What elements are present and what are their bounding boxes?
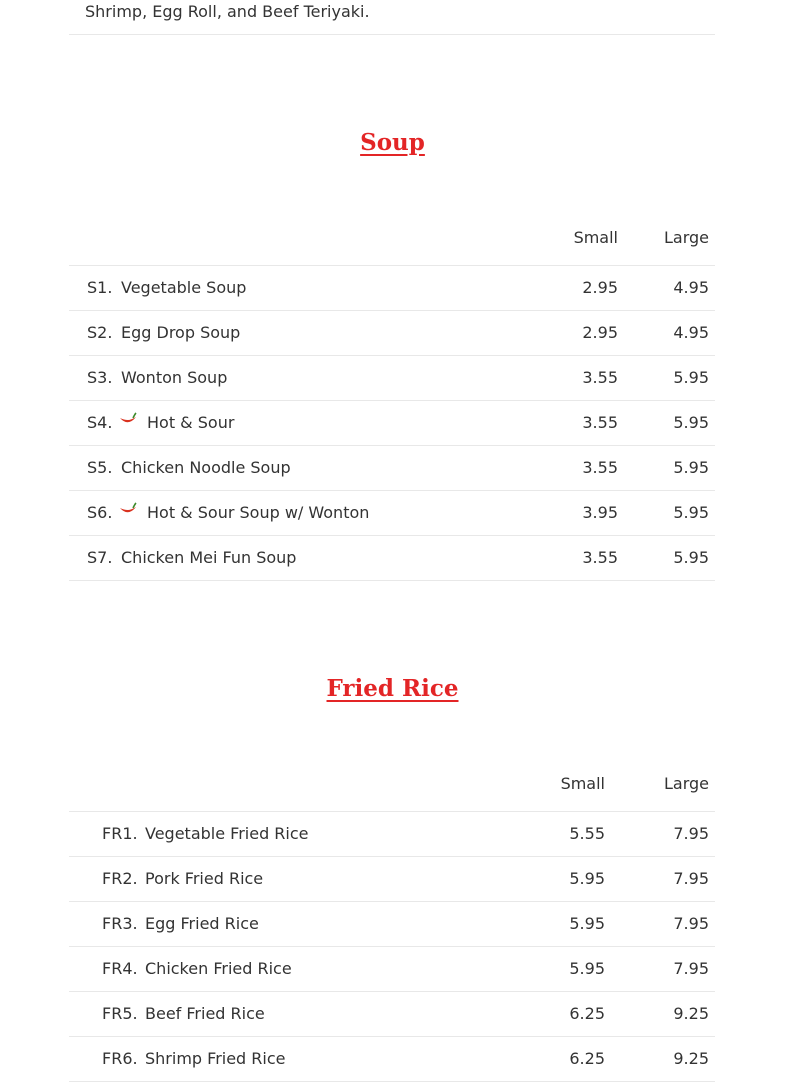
item-name: Hot & Sour Soup w/ Wonton (147, 503, 370, 522)
item-name: Beef Fried Rice (145, 1004, 265, 1023)
item-price-small: 6.25 (569, 1049, 605, 1068)
item-name: Shrimp Fried Rice (145, 1049, 286, 1068)
item-code: FR4. (102, 959, 138, 978)
item-code: FR2. (102, 869, 138, 888)
item-price-large: 9.25 (673, 1049, 709, 1068)
item-price-small: 5.95 (569, 869, 605, 888)
item-name: Chicken Fried Rice (145, 959, 292, 978)
item-price-large: 5.95 (673, 413, 709, 432)
menu-item-row (69, 491, 715, 536)
previous-item-description (69, 0, 715, 35)
item-price-large: 5.95 (673, 503, 709, 522)
column-header-small: Small (573, 228, 618, 247)
chili-pepper-icon (119, 502, 137, 518)
menu-item-row (69, 812, 715, 857)
table-header-row (69, 220, 715, 266)
item-code: FR1. (102, 824, 138, 843)
item-code: S2. (87, 323, 113, 342)
item-price-small: 2.95 (582, 323, 618, 342)
item-code: FR5. (102, 1004, 138, 1023)
menu-item-row (69, 902, 715, 947)
menu-item-row (69, 992, 715, 1037)
menu-item-row (69, 401, 715, 446)
item-price-small: 3.95 (582, 503, 618, 522)
item-code: S4. (87, 413, 113, 432)
item-name: Hot & Sour (147, 413, 235, 432)
item-name: Chicken Mei Fun Soup (121, 548, 297, 567)
menu-item-row (69, 266, 715, 311)
column-header-large: Large (663, 774, 709, 793)
item-name: Pork Fried Rice (145, 869, 264, 888)
item-price-large: 9.25 (673, 1004, 709, 1023)
menu-item-row (69, 311, 715, 356)
menu-item-row (69, 446, 715, 491)
item-price-large: 4.95 (673, 323, 709, 342)
column-header-large: Large (663, 228, 709, 247)
item-price-small: 3.55 (582, 413, 618, 432)
item-price-small: 3.55 (582, 548, 618, 567)
table-header-row (69, 766, 715, 812)
item-price-large: 5.95 (673, 548, 709, 567)
item-code: S6. (87, 503, 113, 522)
fried-rice-menu-table (69, 766, 715, 1082)
item-name: Vegetable Fried Rice (145, 824, 309, 843)
item-price-large: 7.95 (673, 824, 709, 843)
item-code: S5. (87, 458, 113, 477)
item-name: Egg Fried Rice (145, 914, 259, 933)
item-price-large: 5.95 (673, 458, 709, 477)
chili-pepper-icon (119, 412, 137, 428)
item-price-large: 7.95 (673, 914, 709, 933)
item-price-large: 7.95 (673, 959, 709, 978)
item-name: Wonton Soup (121, 368, 228, 387)
soup-menu-table (69, 220, 715, 581)
item-price-large: 4.95 (673, 278, 709, 297)
item-name: Chicken Noodle Soup (121, 458, 291, 477)
column-header-small: Small (560, 774, 605, 793)
item-code: S7. (87, 548, 113, 567)
menu-item-row (69, 857, 715, 902)
item-name: Egg Drop Soup (121, 323, 241, 342)
item-price-small: 5.95 (569, 959, 605, 978)
item-price-small: 5.55 (569, 824, 605, 843)
item-price-large: 5.95 (673, 368, 709, 387)
item-price-small: 3.55 (582, 368, 618, 387)
menu-item-row (69, 356, 715, 401)
item-price-small: 2.95 (582, 278, 618, 297)
item-name: Vegetable Soup (121, 278, 247, 297)
item-code: FR6. (102, 1049, 138, 1068)
item-price-large: 7.95 (673, 869, 709, 888)
item-price-small: 3.55 (582, 458, 618, 477)
item-code: S1. (87, 278, 113, 297)
menu-item-row (69, 536, 715, 581)
item-price-small: 5.95 (569, 914, 605, 933)
description-text: Shrimp, Egg Roll, and Beef Teriyaki. (85, 2, 370, 21)
item-price-small: 6.25 (569, 1004, 605, 1023)
section-title-fried-rice: Fried Rice (326, 675, 459, 702)
item-code: FR3. (102, 914, 138, 933)
menu-item-row (69, 1037, 715, 1082)
menu-item-row (69, 947, 715, 992)
item-code: S3. (87, 368, 113, 387)
section-title-soup: Soup (360, 129, 425, 156)
